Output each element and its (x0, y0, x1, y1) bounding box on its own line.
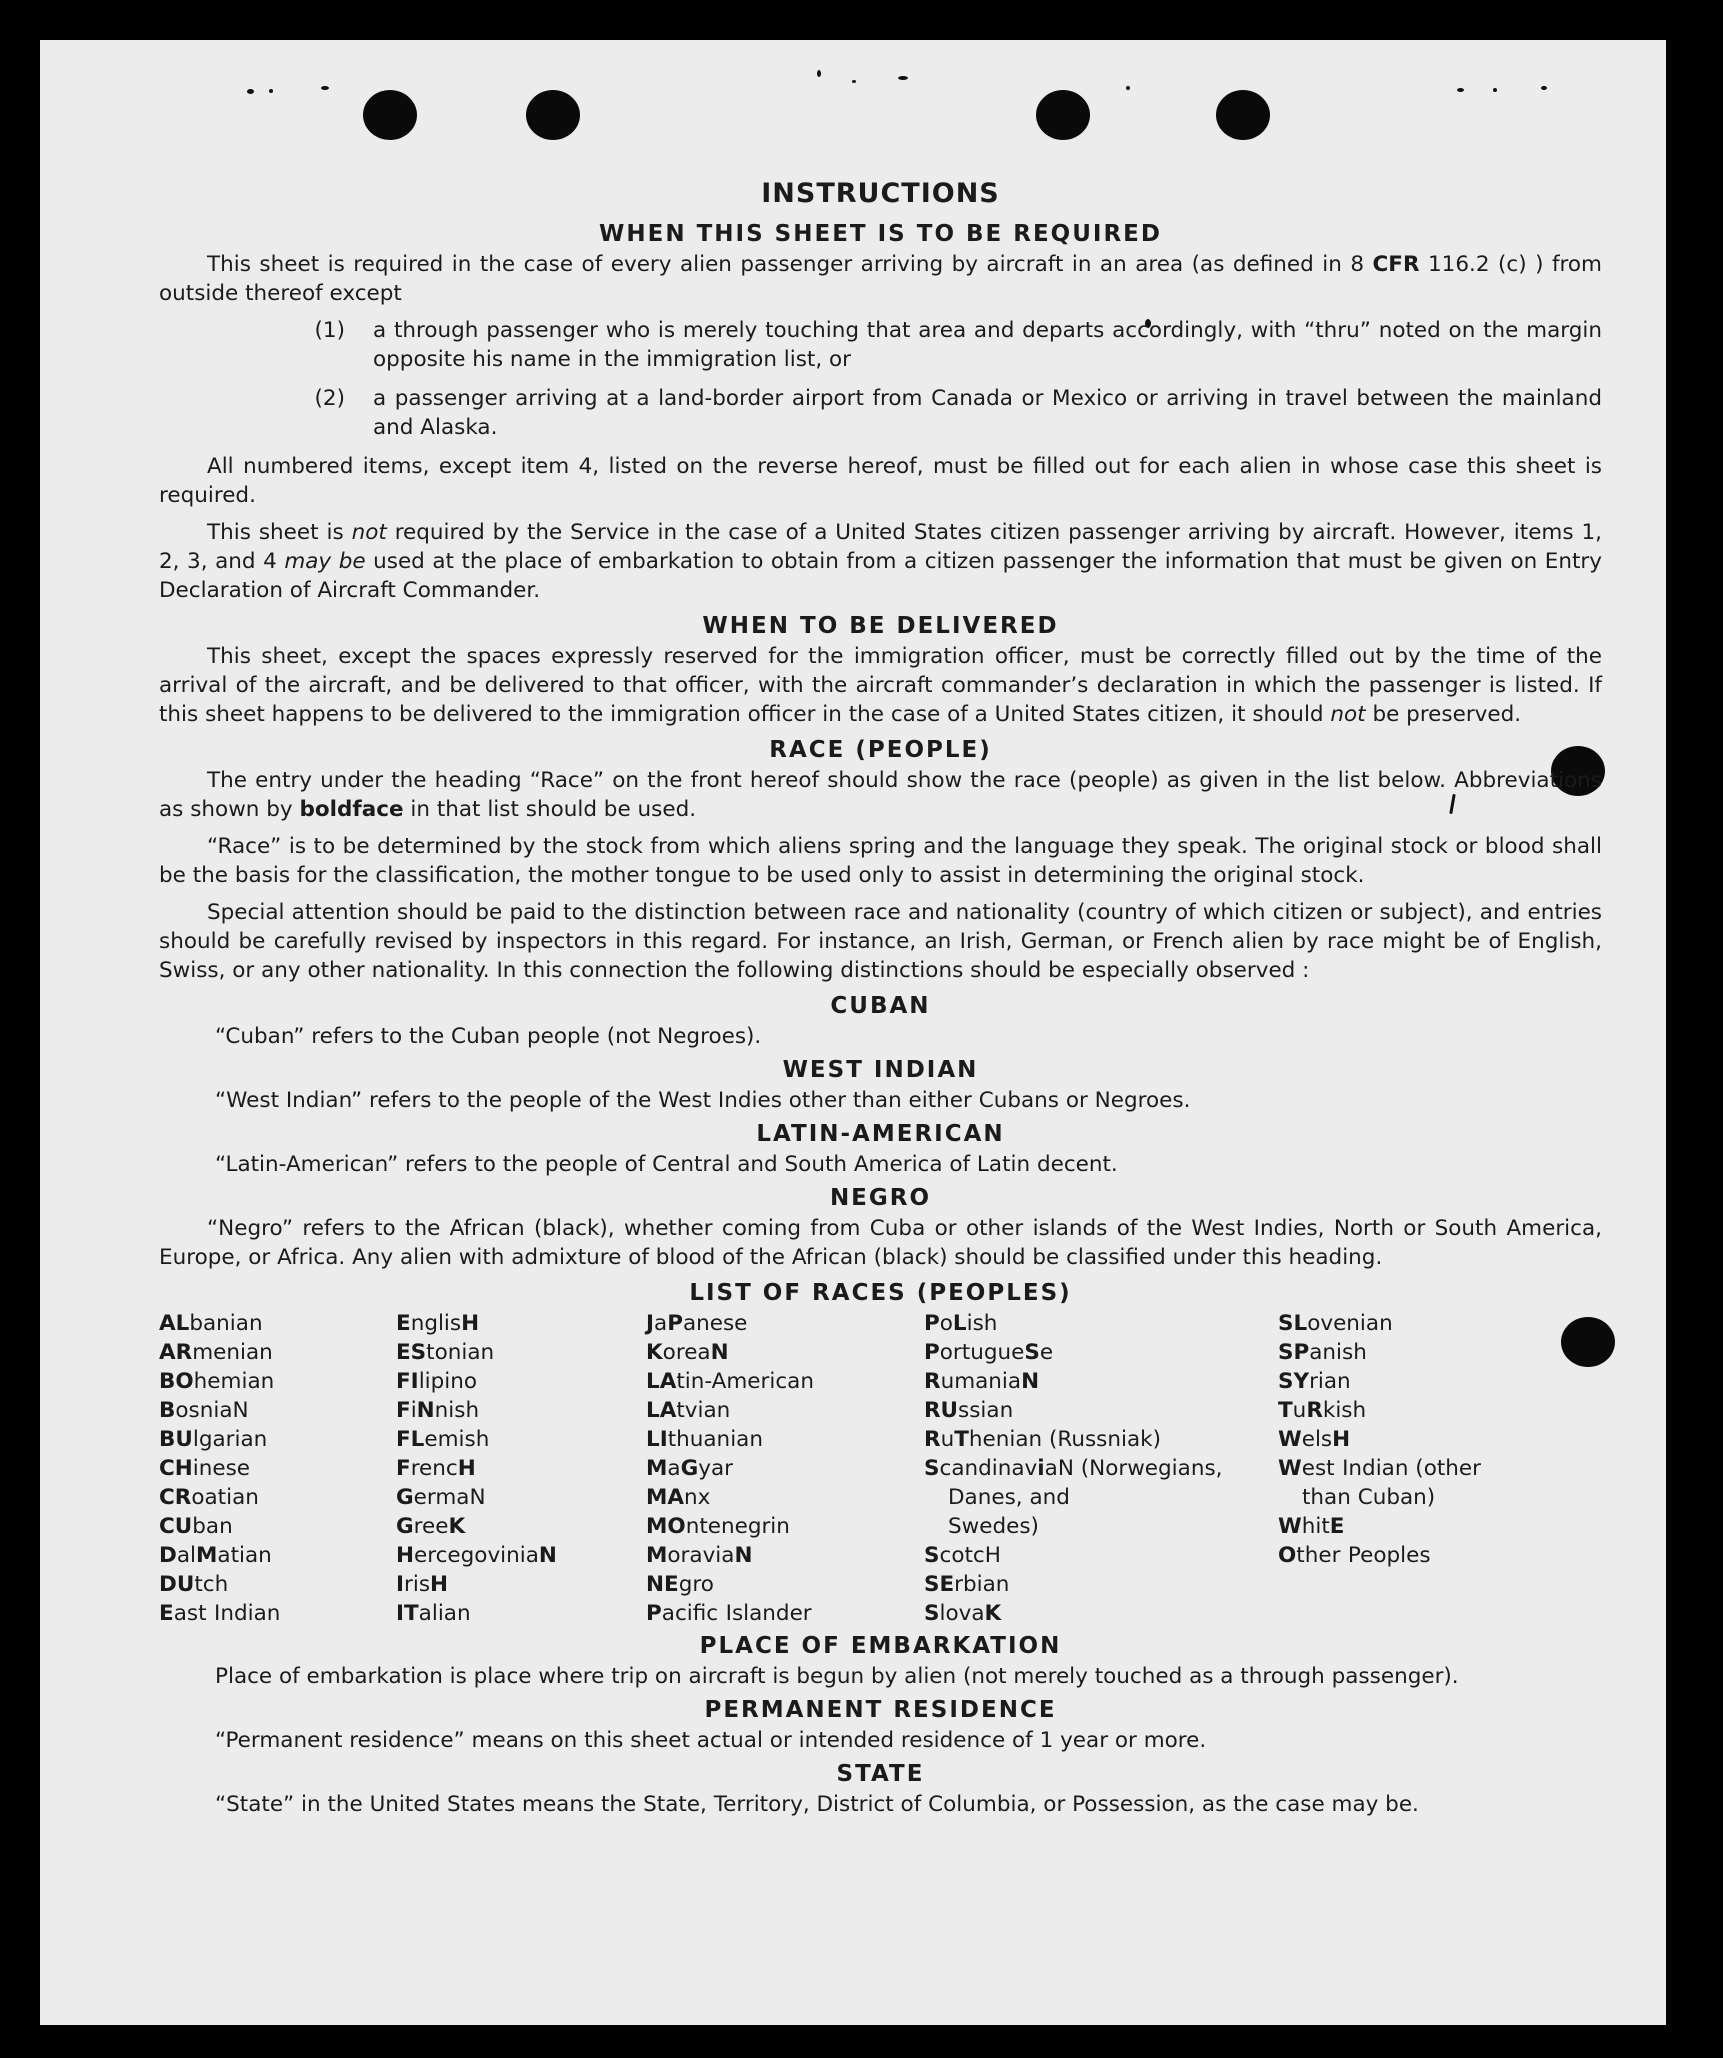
race-entry: MaGyar (646, 1456, 733, 1481)
race-paragraph-3: Special attention should be paid to the distinction between race and nationality (country of which citizen or subject), and entries should be carefully revised by inspectors in this regard. For instance, an Irish, German, or French alien by race might be of English, Swiss, or any other nationality. In this connection the following distinctions should be especially observed : (159, 900, 1602, 983)
speck (1457, 88, 1464, 92)
speck (1493, 88, 1497, 92)
instructions-content (159, 178, 1602, 1825)
document-title: INSTRUCTIONS (761, 178, 1000, 209)
race-entry: LAtin-American (646, 1369, 814, 1394)
heading-latin-american: LATIN-AMERICAN (756, 1121, 1005, 1147)
punch-hole (526, 90, 580, 140)
race-entry: CHinese (159, 1456, 251, 1481)
heading-delivered: WHEN TO BE DELIVERED (702, 613, 1059, 639)
race-entry: West Indian (other (1278, 1456, 1481, 1481)
numbered-items-paragraph: All numbered items, except item 4, listed on the reverse hereof, must be filled out for each alien in whose case this sheet is required. (159, 454, 1602, 508)
citizen-paragraph: This sheet is not required by the Service in the case of a United States citizen passenger arriving by aircraft. However, items 1, 2, 3, and 4 may be used at the place of embarkation to obtain from a citizen passenger the information that must be given on Entry Declaration of Aircraft Commander. (159, 520, 1602, 603)
document-sheet (40, 40, 1666, 2025)
race-entry: WelsH (1278, 1427, 1351, 1452)
race-entry: MOntenegrin (646, 1514, 790, 1539)
race-paragraph-2: “Race” is to be determined by the stock from which aliens spring and the language they speak. The original stock or blood shall be the basis for the classification, the mother tongue to be used only to assist in determining the original stock. (159, 834, 1602, 888)
item-number: (1) (314, 318, 345, 343)
cuban-definition: “Cuban” refers to the Cuban people (not Negroes). (215, 1024, 762, 1049)
item-text: a passenger arriving at a land-border airport from Canada or Mexico or arriving in travel between the mainland and Alaska. (373, 386, 1602, 440)
speck (817, 70, 821, 77)
races-column (646, 1309, 924, 1628)
race-entry: LAtvian (646, 1398, 731, 1423)
punch-hole (363, 90, 417, 140)
race-entry: IrisH (396, 1572, 449, 1597)
race-entry: MAnx (646, 1485, 711, 1510)
races-list (159, 1309, 1602, 1628)
race-entry: FrencH (396, 1456, 476, 1481)
race-entry: HercegoviniaN (396, 1543, 557, 1568)
race-entry: SPanish (1278, 1340, 1367, 1365)
heading-state: STATE (836, 1761, 925, 1787)
race-entry: Other Peoples (1278, 1543, 1431, 1568)
race-entry: Swedes) (948, 1514, 1039, 1539)
race-entry: FiNnish (396, 1398, 480, 1423)
permanent-residence-definition: “Permanent residence” means on this sheet actual or intended residence of 1 year or more. (215, 1728, 1207, 1753)
race-entry: than Cuban) (1302, 1485, 1436, 1510)
race-entry: KoreaN (646, 1340, 729, 1365)
race-entry: SLovenian (1278, 1311, 1393, 1336)
race-entry: SlovaK (924, 1601, 1002, 1626)
heading-cuban: CUBAN (830, 993, 931, 1019)
races-column (924, 1309, 1278, 1628)
race-entry: RuThenian (Russniak) (924, 1427, 1161, 1452)
race-entry: DUtch (159, 1572, 229, 1597)
race-entry: EStonian (396, 1340, 495, 1365)
exception-item (159, 384, 1602, 442)
race-paragraph-1: The entry under the heading “Race” on the front hereof should show the race (people) as given in the list below. Abbreviations as shown by boldface in that list should be used. (159, 768, 1602, 822)
speck (852, 80, 856, 83)
race-entry: ARmenian (159, 1340, 273, 1365)
race-entry: PortugueSe (924, 1340, 1054, 1365)
heading-race: RACE (PEOPLE) (769, 737, 992, 763)
race-entry: BOhemian (159, 1369, 275, 1394)
speck (1541, 86, 1547, 90)
exception-item (159, 316, 1602, 374)
race-entry: FIlipino (396, 1369, 478, 1394)
races-column (1278, 1309, 1578, 1628)
race-entry: Danes, and (948, 1485, 1070, 1510)
race-entry: EnglisH (396, 1311, 480, 1336)
required-intro: This sheet is required in the case of every alien passenger arriving by aircraft in an area (as defined in 8 CFR 116.2 (c) ) from outside thereof except (159, 252, 1602, 306)
heading-required: WHEN THIS SHEET IS TO BE REQUIRED (599, 221, 1162, 247)
race-entry: BosniaN (159, 1398, 249, 1423)
race-entry: RUssian (924, 1398, 1014, 1423)
race-entry: ALbanian (159, 1311, 263, 1336)
race-entry: SYrian (1278, 1369, 1351, 1394)
race-entry: CRoatian (159, 1485, 259, 1510)
race-entry: CUban (159, 1514, 233, 1539)
race-entry: ITalian (396, 1601, 471, 1626)
race-entry: JaPanese (646, 1311, 748, 1336)
speck (321, 86, 329, 90)
race-entry: DalMatian (159, 1543, 272, 1568)
speck (247, 89, 254, 94)
punch-hole (1036, 90, 1090, 140)
item-text: a through passenger who is merely touching that area and departs accordingly, with “thru” noted on the margin opposite his name in the immigration list, or (373, 318, 1602, 372)
heading-list-of-races: LIST OF RACES (PEOPLES) (689, 1280, 1072, 1306)
west-indian-definition: “West Indian” refers to the people of the West Indies other than either Cubans or Negroes. (215, 1088, 1191, 1113)
race-entry: WhitE (1278, 1514, 1345, 1539)
race-entry: SErbian (924, 1572, 1010, 1597)
races-column (159, 1309, 396, 1628)
races-column (396, 1309, 646, 1628)
race-entry: MoraviaN (646, 1543, 753, 1568)
state-definition: “State” in the United States means the State, Territory, District of Columbia, or Possession, as the case may be. (215, 1792, 1419, 1817)
heading-embarkation: PLACE OF EMBARKATION (699, 1633, 1062, 1659)
heading-west-indian: WEST INDIAN (782, 1057, 979, 1083)
race-entry: TuRkish (1278, 1398, 1367, 1423)
embarkation-definition: Place of embarkation is place where trip on aircraft is begun by alien (not merely touched as a through passenger). (215, 1664, 1459, 1689)
race-entry: Pacific Islander (646, 1601, 812, 1626)
item-number: (2) (314, 386, 345, 411)
race-entry: ScotcH (924, 1543, 1001, 1568)
speck (898, 76, 908, 80)
negro-definition: “Negro” refers to the African (black), whether coming from Cuba or other islands of the West Indies, North or South America, Europe, or Africa. Any alien with admixture of blood of the African (black) should be classified under this heading. (159, 1216, 1602, 1270)
race-entry: BUlgarian (159, 1427, 268, 1452)
heading-permanent-residence: PERMANENT RESIDENCE (704, 1697, 1057, 1723)
race-entry: GreeK (396, 1514, 466, 1539)
race-entry: RumaniaN (924, 1369, 1040, 1394)
punch-hole (1216, 90, 1270, 140)
speck (269, 89, 273, 93)
race-entry: LIthuanian (646, 1427, 763, 1452)
delivered-paragraph: This sheet, except the spaces expressly reserved for the immigration officer, must be correctly filled out by the time of the arrival of the aircraft, and be delivered to that officer, with the aircraft commander’s declaration in which the passenger is listed. If this sheet happens to be delivered to the immigration officer in the case of a United States citizen, it should not be preserved. (159, 644, 1602, 727)
race-entry: PoLish (924, 1311, 998, 1336)
race-entry: NEgro (646, 1572, 714, 1597)
race-entry: ScandinaviaN (Norwegians, (924, 1456, 1223, 1481)
latin-american-definition: “Latin-American” refers to the people of Central and South America of Latin decent. (215, 1152, 1118, 1177)
race-entry: GermaN (396, 1485, 486, 1510)
race-entry: East Indian (159, 1601, 281, 1626)
race-entry: FLemish (396, 1427, 490, 1452)
speck (1126, 86, 1130, 90)
heading-negro: NEGRO (829, 1185, 932, 1211)
